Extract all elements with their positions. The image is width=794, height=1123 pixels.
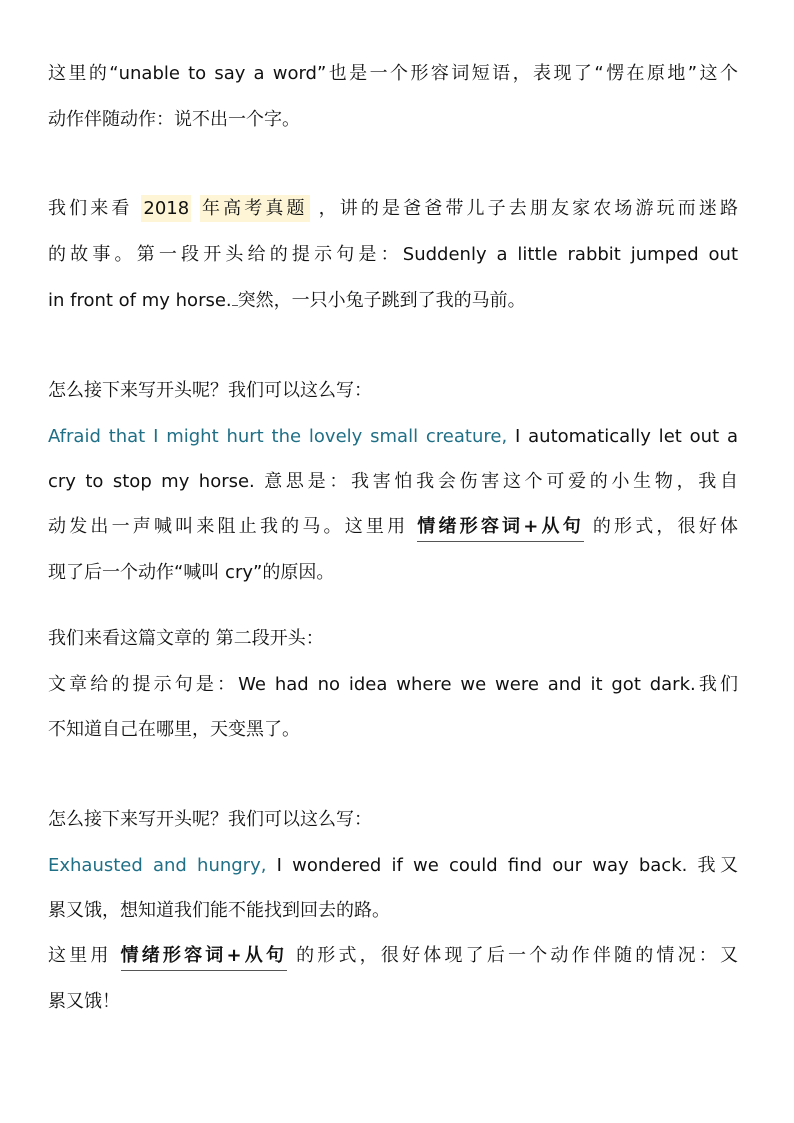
highlight-year: 2018 xyxy=(141,195,191,222)
p5-line-5: 累又饿！ xyxy=(48,991,120,1012)
p2-line-3-chinese: 突然，一只小兔子跳到了我的马前。 xyxy=(237,290,526,311)
p3-line-2 xyxy=(48,424,738,450)
p2-line-1-end: ，讲的是爸爸带儿子去朋友家农场游玩而迷路 xyxy=(318,198,739,219)
p2-line-3-english: in front of my horse. xyxy=(48,290,232,311)
p3-line-4-start: 动发出一声喊叫来阻止我的马。这里用 xyxy=(48,516,409,537)
p1-line-1: 这里的“unable to say a word”也是一个形容词短语，表现了“愣在原地”这个 xyxy=(48,63,738,84)
p5-example-sentence: Exhausted and hungry, xyxy=(48,855,267,876)
p5-emphasis: 情绪形容词+从句 xyxy=(121,945,288,971)
p2-line-1 xyxy=(48,196,738,222)
p4-line-2: 文章给的提示句是：We had no idea where we were and it got dark.我们 xyxy=(48,674,738,695)
p2-line-1-start: 我们来看 xyxy=(48,198,133,219)
p5-line-4 xyxy=(48,943,738,969)
p3-line-5: 现了后一个动作“喊叫 cry”的原因。 xyxy=(48,562,335,583)
p2-line-3 xyxy=(48,288,738,314)
p4-line-1: 我们来看这篇文章的 第二段开头： xyxy=(48,628,324,649)
p5-line-2 xyxy=(48,853,738,879)
p3-line-1: 怎么接下来写开头呢？我们可以这么写： xyxy=(48,380,372,401)
p5-line-2-rest: I wondered if we could find our way back. 我又 xyxy=(276,855,738,876)
p4-line-3: 不知道自己在哪里，天变黑了。 xyxy=(48,719,300,740)
p3-emphasis: 情绪形容词+从句 xyxy=(417,516,584,542)
p1-line-2: 动作伴随动作：说不出一个字。 xyxy=(48,109,300,130)
p5-line-4-end: 的形式，很好体现了后一个动作伴随的情况：又 xyxy=(296,945,738,966)
p3-line-2-rest: I automatically let out a xyxy=(515,426,738,447)
p5-line-3: 累又饿，想知道我们能不能找到回去的路。 xyxy=(48,900,390,921)
highlight-exam-title: 年高考真题 xyxy=(200,195,310,222)
p3-line-3: cry to stop my horse. 意思是：我害怕我会伤害这个可爱的小生物，我自 xyxy=(48,471,738,492)
p3-example-sentence: Afraid that I might hurt the lovely small creature, xyxy=(48,426,508,447)
p5-line-4-start: 这里用 xyxy=(48,945,112,966)
p2-line-2: 的故事。第一段开头给的提示句是：Suddenly a little rabbit jumped out xyxy=(48,244,738,265)
p5-line-1: 怎么接下来写开头呢？我们可以这么写： xyxy=(48,809,372,830)
p3-line-4 xyxy=(48,514,738,540)
p3-line-4-end: 的形式，很好体 xyxy=(592,516,738,537)
